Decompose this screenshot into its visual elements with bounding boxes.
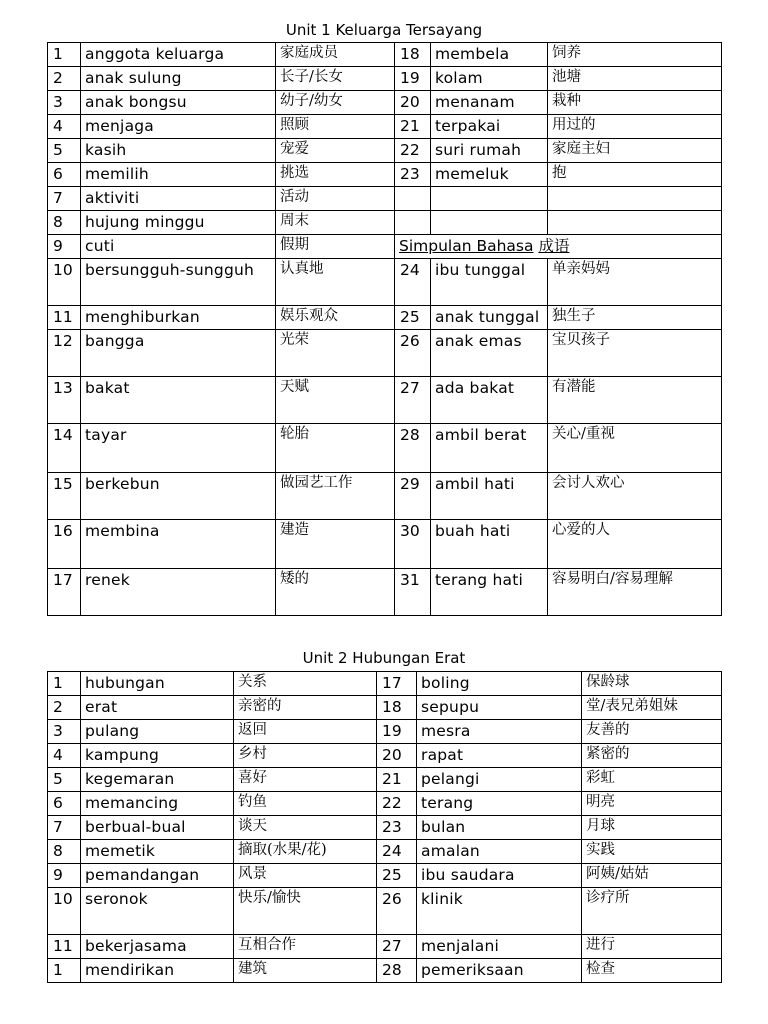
chinese-translation-right: 栽种 [548, 91, 722, 115]
table-row [48, 744, 722, 768]
chinese-translation-right: 进行 [582, 935, 722, 959]
malay-word-right: menanam [431, 91, 548, 115]
malay-word: anak bongsu [81, 91, 276, 115]
chinese-translation-right: 保龄球 [582, 672, 722, 696]
chinese-translation: 返回 [234, 720, 377, 744]
row-number: 6 [48, 792, 81, 816]
chinese-translation: 照顾 [276, 115, 395, 139]
table-row [48, 888, 722, 935]
row-number: 2 [48, 67, 81, 91]
malay-word-right: sepupu [417, 696, 582, 720]
chinese-translation-right: 紧密的 [582, 744, 722, 768]
malay-word-right: pemeriksaan [417, 959, 582, 983]
row-number: 4 [48, 115, 81, 139]
unit2-table [47, 671, 722, 983]
row-number-right: 21 [377, 768, 417, 792]
chinese-translation: 亲密的 [234, 696, 377, 720]
row-number-right: 25 [377, 864, 417, 888]
malay-word: tayar [81, 424, 276, 473]
chinese-translation-right: 池塘 [548, 67, 722, 91]
malay-word-right: suri rumah [431, 139, 548, 163]
malay-word-right: ambil hati [431, 473, 548, 520]
heading-chinese: 成语 [538, 237, 570, 255]
malay-word: bersungguh-sungguh [81, 259, 276, 306]
malay-word: hujung minggu [81, 211, 276, 235]
chinese-translation-right: 有潜能 [548, 377, 722, 424]
table-row [48, 768, 722, 792]
malay-word-right: terang hati [431, 569, 548, 616]
malay-word: anggota keluarga [81, 43, 276, 67]
chinese-translation: 互相合作 [234, 935, 377, 959]
malay-word-right: ibu tunggal [431, 259, 548, 306]
row-number-right [395, 211, 431, 235]
malay-word: renek [81, 569, 276, 616]
malay-word-right: pelangi [417, 768, 582, 792]
table-row [48, 720, 722, 744]
malay-word-right: bulan [417, 816, 582, 840]
chinese-translation: 挑选 [276, 163, 395, 187]
malay-word: membina [81, 520, 276, 569]
table-row [48, 163, 722, 187]
table-row [48, 840, 722, 864]
chinese-translation: 矮的 [276, 569, 395, 616]
chinese-translation-right: 实践 [582, 840, 722, 864]
table-row [48, 91, 722, 115]
row-number-right: 20 [377, 744, 417, 768]
malay-word: mendirikan [81, 959, 234, 983]
malay-word-right: kolam [431, 67, 548, 91]
row-number: 3 [48, 720, 81, 744]
chinese-translation: 光荣 [276, 330, 395, 377]
row-number: 1 [48, 672, 81, 696]
chinese-translation-right: 家庭主妇 [548, 139, 722, 163]
chinese-translation-right: 关心/重视 [548, 424, 722, 473]
table-row [48, 959, 722, 983]
row-number: 17 [48, 569, 81, 616]
row-number: 8 [48, 211, 81, 235]
row-number: 4 [48, 744, 81, 768]
table-row [48, 187, 722, 211]
row-number-right: 31 [395, 569, 431, 616]
malay-word-right: membela [431, 43, 548, 67]
table-row [48, 377, 722, 424]
malay-word-right: terpakai [431, 115, 548, 139]
chinese-translation: 天赋 [276, 377, 395, 424]
malay-word: berbual-bual [81, 816, 234, 840]
malay-word: kampung [81, 744, 234, 768]
row-number: 16 [48, 520, 81, 569]
table-row [48, 473, 722, 520]
chinese-translation-right: 独生子 [548, 306, 722, 330]
malay-word-right: ada bakat [431, 377, 548, 424]
chinese-translation-right: 心爱的人 [548, 520, 722, 569]
chinese-translation: 乡村 [234, 744, 377, 768]
table-row [48, 792, 722, 816]
row-number: 12 [48, 330, 81, 377]
chinese-translation: 宠爱 [276, 139, 395, 163]
row-number-right: 22 [395, 139, 431, 163]
chinese-translation-right: 诊疗所 [582, 888, 722, 935]
chinese-translation: 假期 [276, 235, 395, 259]
row-number-right: 21 [395, 115, 431, 139]
chinese-translation-right: 明亮 [582, 792, 722, 816]
row-number: 1 [48, 43, 81, 67]
row-number-right [395, 187, 431, 211]
chinese-translation: 谈天 [234, 816, 377, 840]
malay-word: bekerjasama [81, 935, 234, 959]
chinese-translation-right: 堂/表兄弟姐妹 [582, 696, 722, 720]
chinese-translation-right: 单亲妈妈 [548, 259, 722, 306]
row-number-right: 18 [395, 43, 431, 67]
chinese-translation: 喜好 [234, 768, 377, 792]
malay-word: menjaga [81, 115, 276, 139]
malay-word-right: buah hati [431, 520, 548, 569]
table-row [48, 935, 722, 959]
row-number-right: 19 [377, 720, 417, 744]
chinese-translation-right: 检查 [582, 959, 722, 983]
chinese-translation-right: 月球 [582, 816, 722, 840]
malay-word-right: anak emas [431, 330, 548, 377]
malay-word-right [431, 187, 548, 211]
chinese-translation: 家庭成员 [276, 43, 395, 67]
chinese-translation-right: 彩虹 [582, 768, 722, 792]
malay-word-right: ibu saudara [417, 864, 582, 888]
malay-word-right: ambil berat [431, 424, 548, 473]
malay-word-right: menjalani [417, 935, 582, 959]
row-number-right: 23 [395, 163, 431, 187]
chinese-translation: 做园艺工作 [276, 473, 395, 520]
chinese-translation: 幼子/幼女 [276, 91, 395, 115]
chinese-translation-right: 会讨人欢心 [548, 473, 722, 520]
malay-word: anak sulung [81, 67, 276, 91]
chinese-translation-right: 阿姨/姑姑 [582, 864, 722, 888]
chinese-translation: 风景 [234, 864, 377, 888]
malay-word-right [431, 211, 548, 235]
chinese-translation: 关系 [234, 672, 377, 696]
malay-word: berkebun [81, 473, 276, 520]
chinese-translation: 摘取(水果/花) [234, 840, 377, 864]
row-number: 11 [48, 306, 81, 330]
malay-word-right: memeluk [431, 163, 548, 187]
row-number-right: 27 [377, 935, 417, 959]
table-row [48, 864, 722, 888]
row-number: 13 [48, 377, 81, 424]
malay-word-right: anak tunggal [431, 306, 548, 330]
row-number-right: 28 [395, 424, 431, 473]
table-row [48, 67, 722, 91]
chinese-translation-right: 友善的 [582, 720, 722, 744]
malay-word: kasih [81, 139, 276, 163]
simpulan-bahasa-heading [395, 235, 722, 259]
chinese-translation-right: 用过的 [548, 115, 722, 139]
chinese-translation: 活动 [276, 187, 395, 211]
row-number-right: 19 [395, 67, 431, 91]
malay-word-right: rapat [417, 744, 582, 768]
malay-word: cuti [81, 235, 276, 259]
malay-word: bakat [81, 377, 276, 424]
chinese-translation: 钓鱼 [234, 792, 377, 816]
row-number-right: 26 [395, 330, 431, 377]
malay-word: memancing [81, 792, 234, 816]
row-number: 10 [48, 888, 81, 935]
chinese-translation-right [548, 187, 722, 211]
table-row [48, 520, 722, 569]
chinese-translation: 建造 [276, 520, 395, 569]
row-number-right: 20 [395, 91, 431, 115]
row-number-right: 28 [377, 959, 417, 983]
unit1-table [47, 42, 722, 616]
table-row [48, 816, 722, 840]
row-number: 11 [48, 935, 81, 959]
chinese-translation-right [548, 211, 722, 235]
table-row [48, 330, 722, 377]
row-number-right: 23 [377, 816, 417, 840]
malay-word-right: klinik [417, 888, 582, 935]
malay-word-right: terang [417, 792, 582, 816]
row-number: 5 [48, 768, 81, 792]
chinese-translation: 轮胎 [276, 424, 395, 473]
table-row [48, 569, 722, 616]
table-row [48, 424, 722, 473]
table-row [48, 43, 722, 67]
table-row [48, 672, 722, 696]
row-number: 1 [48, 959, 81, 983]
row-number-right: 29 [395, 473, 431, 520]
row-number: 10 [48, 259, 81, 306]
unit2-title: Unit 2 Hubungan Erat [302, 649, 466, 667]
row-number-right: 24 [377, 840, 417, 864]
malay-word-right: boling [417, 672, 582, 696]
row-number: 9 [48, 864, 81, 888]
malay-word: aktiviti [81, 187, 276, 211]
malay-word-right: amalan [417, 840, 582, 864]
malay-word: erat [81, 696, 234, 720]
malay-word: pemandangan [81, 864, 234, 888]
row-number-right: 27 [395, 377, 431, 424]
malay-word: memilih [81, 163, 276, 187]
unit1-title: Unit 1 Keluarga Tersayang [285, 21, 483, 39]
chinese-translation-right: 抱 [548, 163, 722, 187]
row-number: 3 [48, 91, 81, 115]
chinese-translation: 认真地 [276, 259, 395, 306]
table-row [48, 259, 722, 306]
row-number: 15 [48, 473, 81, 520]
table-row [48, 235, 722, 259]
row-number-right: 18 [377, 696, 417, 720]
chinese-translation-right: 宝贝孩子 [548, 330, 722, 377]
chinese-translation: 快乐/愉快 [234, 888, 377, 935]
row-number-right: 24 [395, 259, 431, 306]
malay-word: pulang [81, 720, 234, 744]
chinese-translation: 长子/长女 [276, 67, 395, 91]
row-number: 7 [48, 187, 81, 211]
row-number-right: 30 [395, 520, 431, 569]
row-number: 6 [48, 163, 81, 187]
chinese-translation: 娱乐观众 [276, 306, 395, 330]
malay-word: seronok [81, 888, 234, 935]
row-number-right: 22 [377, 792, 417, 816]
row-number: 14 [48, 424, 81, 473]
table-row [48, 139, 722, 163]
table-row [48, 115, 722, 139]
malay-word: kegemaran [81, 768, 234, 792]
chinese-translation: 周末 [276, 211, 395, 235]
heading-malay: Simpulan Bahasa [399, 237, 534, 255]
table-row [48, 211, 722, 235]
table-row [48, 696, 722, 720]
chinese-translation-right: 饲养 [548, 43, 722, 67]
row-number: 7 [48, 816, 81, 840]
malay-word: hubungan [81, 672, 234, 696]
malay-word: bangga [81, 330, 276, 377]
row-number: 9 [48, 235, 81, 259]
malay-word-right: mesra [417, 720, 582, 744]
row-number-right: 17 [377, 672, 417, 696]
row-number-right: 25 [395, 306, 431, 330]
row-number-right: 26 [377, 888, 417, 935]
malay-word: memetik [81, 840, 234, 864]
row-number: 5 [48, 139, 81, 163]
chinese-translation: 建筑 [234, 959, 377, 983]
row-number: 2 [48, 696, 81, 720]
chinese-translation-right: 容易明白/容易理解 [548, 569, 722, 616]
row-number: 8 [48, 840, 81, 864]
malay-word: menghiburkan [81, 306, 276, 330]
table-row [48, 306, 722, 330]
